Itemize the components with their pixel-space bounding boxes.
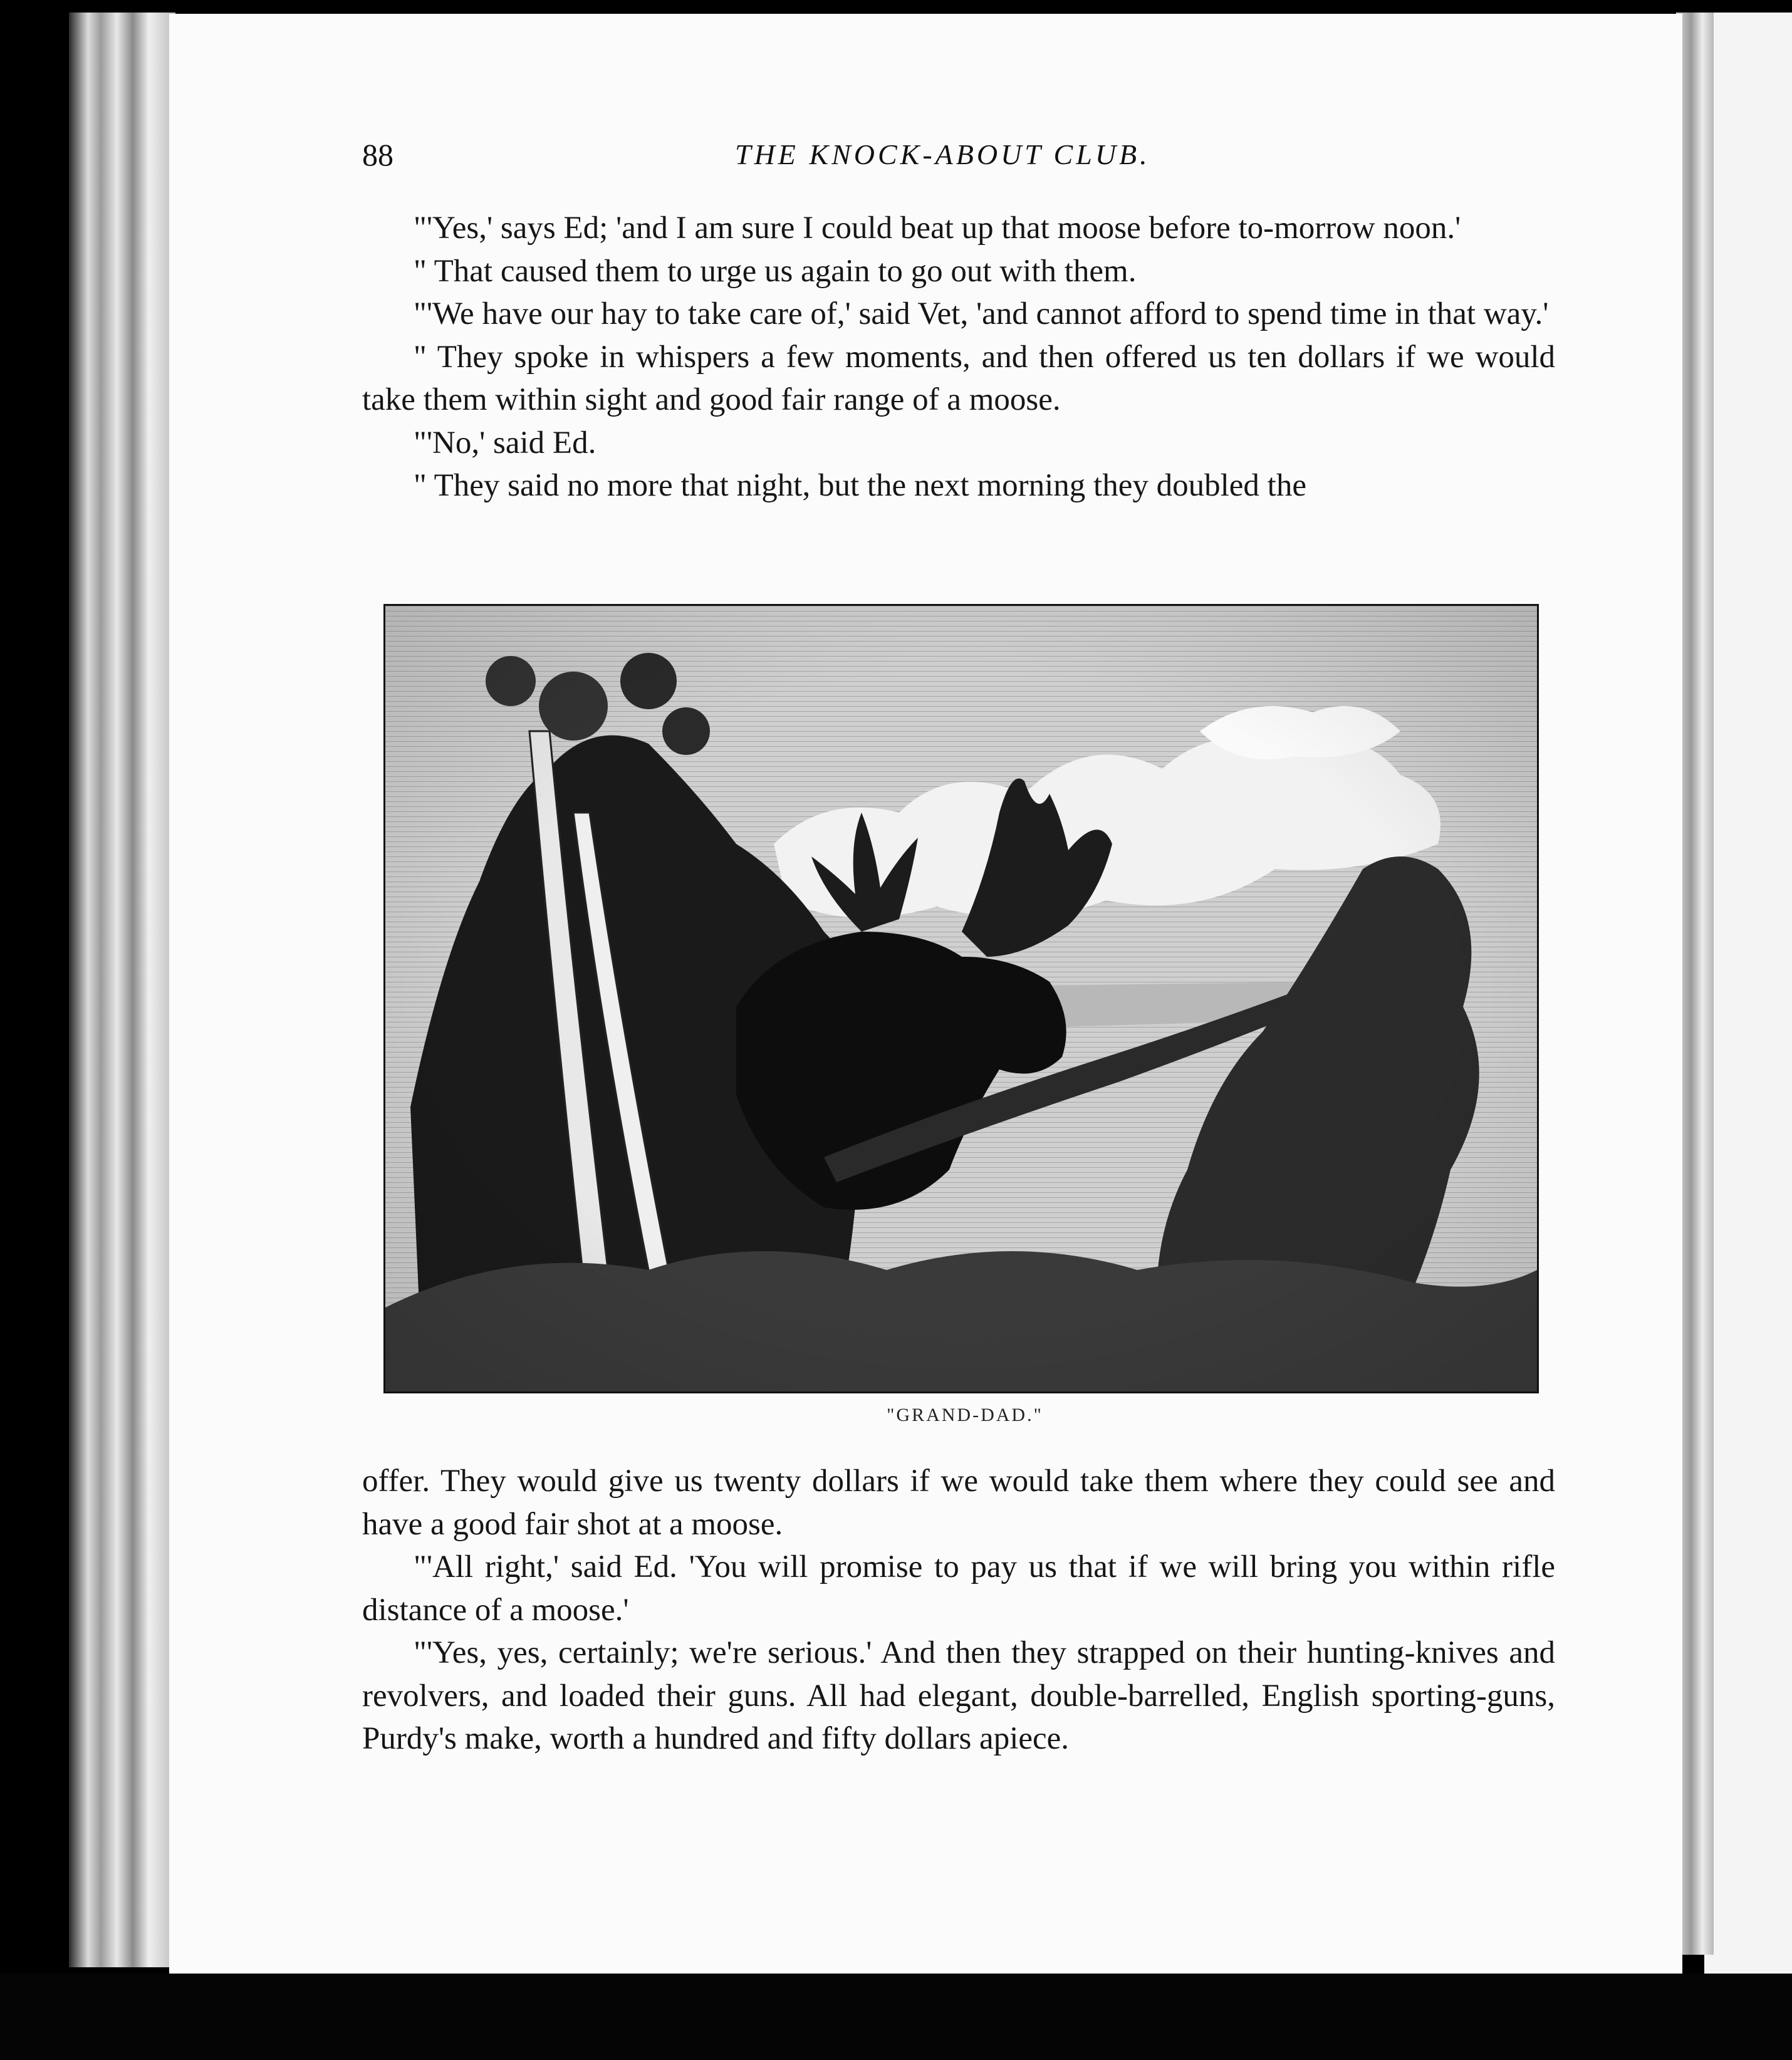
paragraph: " They said no more that night, but the next morning they doubled the	[414, 468, 1306, 503]
paragraph: "'All right,' said Ed. 'You will promise to pay us that if we will bring you within rifle distance of a moose.'	[362, 1549, 1555, 1628]
body-text-top	[362, 207, 1555, 507]
book-page-edges-left	[69, 13, 175, 1967]
paragraph: offer. They would give us twenty dollars if we would take them where they could see and have a good fair shot at a moose.	[362, 1464, 1555, 1542]
page-header	[362, 137, 1553, 180]
paragraph: "'We have our hay to take care of,' said Vet, 'and cannot afford to spend time in that way.'	[414, 296, 1549, 331]
scan-bottom-shadow	[0, 1974, 1792, 2060]
paragraph: " That caused them to urge us again to go out with them.	[414, 253, 1137, 289]
paragraph: "'Yes,' says Ed; 'and I am sure I could beat up that moose before to-morrow noon.'	[414, 211, 1461, 246]
body-text-bottom	[362, 1460, 1555, 1761]
next-page-edge	[1704, 13, 1792, 1974]
page-number: 88	[362, 137, 393, 172]
paragraph: " They spoke in whispers a few moments, and then offered us ten dollars if we would take them within sight and good fair range of a moose.	[362, 339, 1555, 417]
moose-engraving-illustration	[383, 604, 1539, 1393]
paragraph: "'Yes, yes, certainly; we're serious.' And then they strapped on their hunting-knives and revolvers, and loaded their guns. All had elegant, double-barrelled, English sporting-guns, Purdy's make, worth a hundred and fifty dollars apiece.	[362, 1635, 1555, 1756]
paragraph: "'No,' said Ed.	[414, 425, 596, 460]
running-head: THE KNOCK-ABOUT CLUB.	[735, 138, 1150, 170]
illustration-caption: "GRAND-DAD."	[887, 1405, 1043, 1425]
moose-engraving-drawing	[385, 606, 1537, 1392]
